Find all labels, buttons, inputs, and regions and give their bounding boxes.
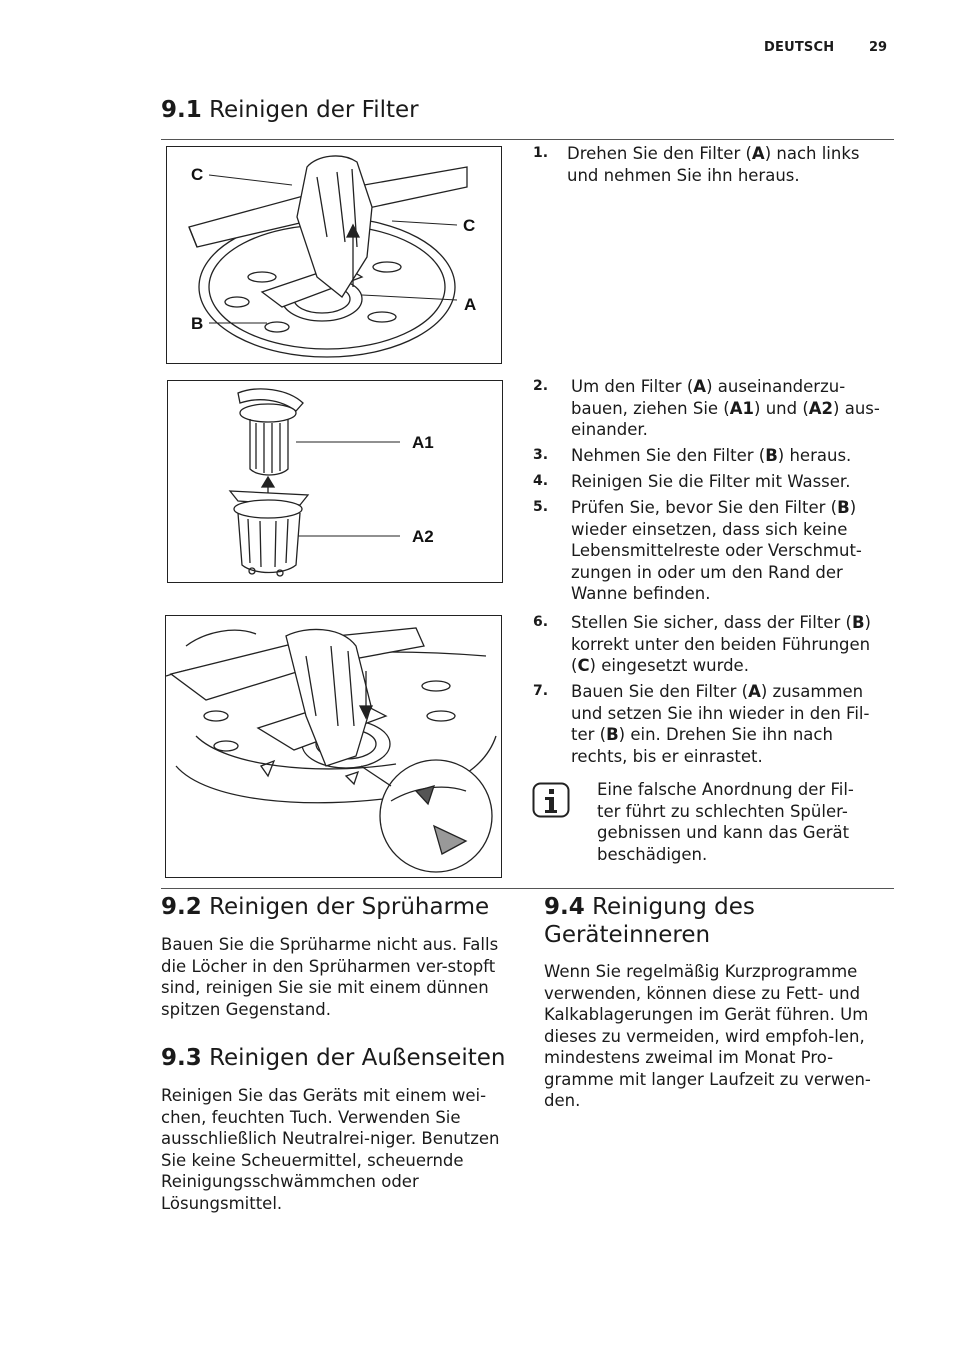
label-b: B [191, 314, 204, 333]
step-number: 3. [533, 447, 549, 463]
filter-disassembly-figure [167, 380, 503, 583]
section-9-1-heading [161, 96, 419, 124]
section-title: Reinigen der Außenseiten [209, 1045, 506, 1071]
section-9-2-body: Bauen Sie die Sprüharme nicht aus. Falls die Löcher in den Sprüharmen ver-stopft sind, reinigen Sie sie mit einem dünnen spitzen Gegenstand. [161, 935, 499, 1019]
section-title: Reinigung des Geräteinneren [544, 894, 755, 948]
section-number: 9.2 [161, 894, 202, 920]
section-number: 9.4 [544, 894, 585, 920]
step-text: Reinigen Sie die Filter mit Wasser. [571, 472, 851, 491]
label-c-right: C [463, 216, 476, 235]
section-rule [161, 139, 894, 140]
filter-insertion-illustration [166, 616, 501, 877]
filter-removal-illustration [167, 147, 501, 363]
section-number: 9.3 [161, 1045, 202, 1071]
step-number: 1. [533, 145, 549, 161]
section-9-4-body: Wenn Sie regelmäßig Kurzprogramme verwenden, können diese zu Fett- und Kalkablagerungen im Gerät führen. Um dieses zu vermeiden, wird empfoh-len, mindestens zweimal im Monat Pro-gramme mit langer Laufzeit zu verwen-den. [544, 962, 871, 1110]
step-text: Drehen Sie den Filter (A) nach links und nehmen Sie ihn heraus. [567, 144, 860, 185]
page-number: 29 [869, 40, 888, 55]
step-text: Prüfen Sie, bevor Sie den Filter (B) wieder einsetzen, dass sich keine Lebensmittelreste oder Verschmut-zungen in oder um den Rand der Wanne befinden. [571, 498, 862, 603]
step-number: 7. [533, 683, 549, 699]
step-text: Nehmen Sie den Filter (B) heraus. [571, 446, 852, 465]
step-number: 5. [533, 499, 549, 515]
step-text: Um den Filter (A) auseinanderzu-bauen, ziehen Sie (A1) und (A2) aus-einander. [571, 377, 880, 439]
header-language: DEUTSCH [764, 40, 835, 55]
step-text: Stellen Sie sicher, dass der Filter (B) korrekt unter den beiden Führungen (C) eingesetzt wurde. [571, 613, 871, 675]
section-9-3-heading [161, 1044, 505, 1072]
step-list [533, 143, 893, 873]
step-number: 4. [533, 473, 549, 489]
section-title: Reinigen der Filter [209, 97, 419, 123]
section-9-2-heading [161, 893, 489, 921]
section-9-3-body: Reinigen Sie das Geräts mit einem wei-chen, feuchten Tuch. Verwenden Sie ausschließlich Neutralrei-niger. Benutzen Sie keine Scheuermittel, scheuernde Reinigungsschwämmchen oder Lösungsmittel. [161, 1086, 500, 1213]
section-rule [161, 888, 894, 889]
label-a: A [464, 295, 477, 314]
section-number: 9.1 [161, 97, 202, 123]
info-icon [532, 782, 570, 818]
filter-disassembly-illustration [168, 381, 502, 582]
label-a1: A1 [412, 433, 434, 452]
filter-insertion-figure [165, 615, 502, 878]
step-number: 6. [533, 614, 549, 630]
section-9-4-heading [544, 893, 884, 949]
step-text: Bauen Sie den Filter (A) zusammen und setzen Sie ihn wieder in den Fil-ter (B) ein. Drehen Sie ihn nach rechts, bis er einrastet. [571, 682, 870, 766]
label-c-top: C [191, 165, 204, 184]
label-a2: A2 [412, 527, 434, 546]
section-title: Reinigen der Sprüharme [209, 894, 490, 920]
filter-removal-figure [166, 146, 502, 364]
info-note-text: Eine falsche Anordnung der Fil-ter führt zu schlechten Spüler-gebnissen und kann das Gerät beschädigen. [597, 780, 854, 864]
step-number: 2. [533, 378, 549, 394]
